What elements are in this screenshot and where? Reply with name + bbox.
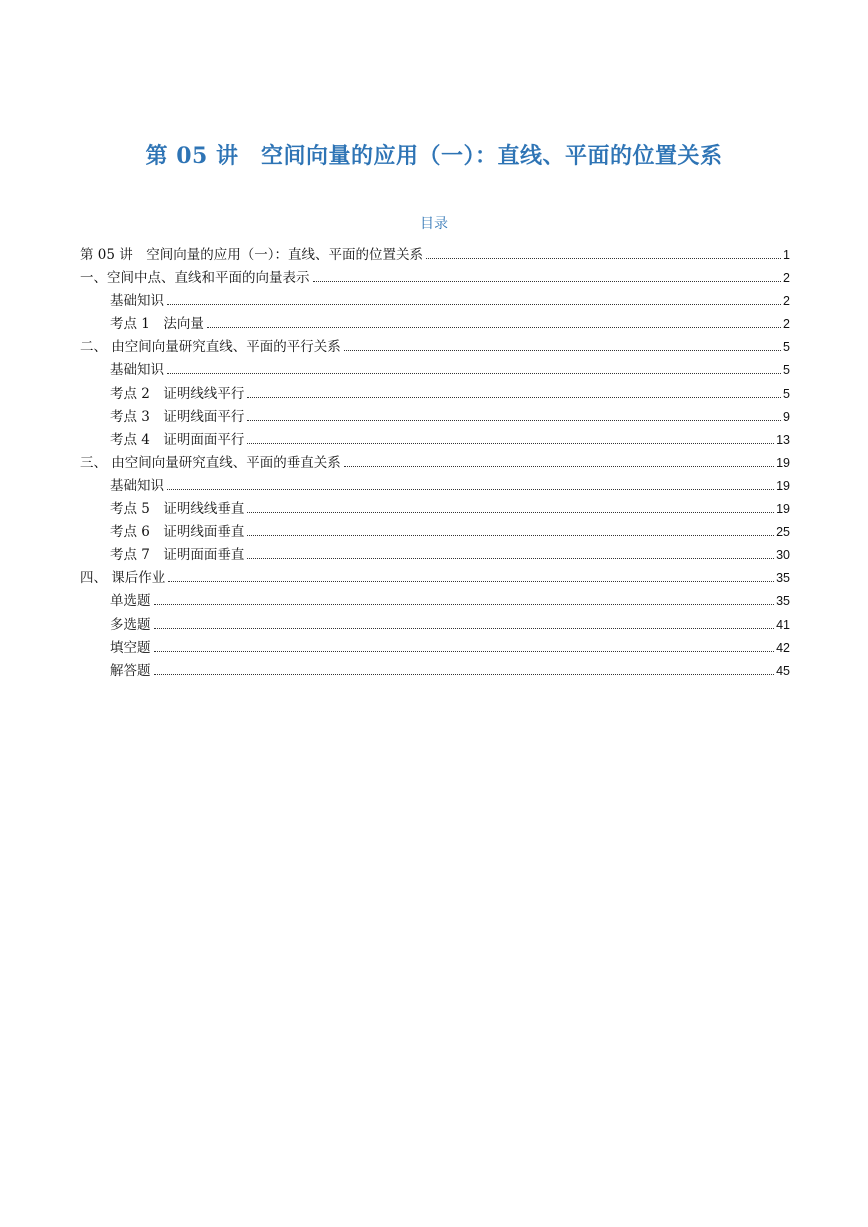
toc-dot-leader bbox=[167, 304, 781, 305]
toc-dot-leader bbox=[167, 489, 774, 490]
toc-entry-title: 四、 课后作业 bbox=[80, 570, 166, 587]
toc-page-number: 13 bbox=[776, 432, 790, 447]
toc-entry-title: 解答题 bbox=[110, 662, 151, 679]
toc-dot-leader bbox=[247, 512, 774, 513]
toc-dot-leader bbox=[426, 258, 781, 259]
toc-dot-leader bbox=[154, 674, 775, 675]
toc-dot-leader bbox=[247, 397, 781, 398]
toc-entry[interactable] bbox=[80, 406, 790, 429]
toc-page-number: 41 bbox=[776, 617, 790, 632]
toc-page-number: 30 bbox=[776, 548, 790, 563]
toc-dot-leader bbox=[154, 651, 775, 652]
table-of-contents bbox=[80, 244, 790, 683]
toc-page-number: 25 bbox=[776, 525, 790, 540]
toc-entry-title: 考点 7 证明面面垂直 bbox=[110, 547, 245, 564]
toc-entry[interactable] bbox=[80, 383, 790, 406]
toc-entry[interactable] bbox=[80, 660, 790, 683]
toc-page-number: 5 bbox=[783, 340, 790, 355]
toc-entry[interactable] bbox=[80, 544, 790, 567]
toc-dot-leader bbox=[154, 604, 775, 605]
toc-heading: 目录 bbox=[420, 216, 448, 232]
toc-dot-leader bbox=[168, 581, 774, 582]
toc-dot-leader bbox=[167, 373, 781, 374]
toc-entry[interactable] bbox=[80, 429, 790, 452]
toc-entry-title: 一、空间中点、直线和平面的向量表示 bbox=[80, 270, 310, 287]
toc-page-number: 5 bbox=[783, 363, 790, 378]
toc-dot-leader bbox=[154, 628, 775, 629]
toc-page-number: 35 bbox=[776, 571, 790, 586]
toc-entry-title: 二、 由空间向量研究直线、平面的平行关系 bbox=[80, 339, 341, 356]
toc-page-number: 19 bbox=[776, 502, 790, 517]
toc-entry-title: 基础知识 bbox=[110, 293, 164, 310]
toc-dot-leader bbox=[247, 535, 774, 536]
toc-entry[interactable] bbox=[80, 336, 790, 359]
toc-entry[interactable] bbox=[80, 290, 790, 313]
toc-page-number: 42 bbox=[776, 640, 790, 655]
toc-entry[interactable] bbox=[80, 244, 790, 267]
toc-page-number: 5 bbox=[783, 386, 790, 401]
toc-entry[interactable] bbox=[80, 521, 790, 544]
toc-entry[interactable] bbox=[80, 498, 790, 521]
toc-entry[interactable] bbox=[80, 637, 790, 660]
toc-dot-leader bbox=[247, 558, 774, 559]
toc-entry-title: 基础知识 bbox=[110, 477, 164, 494]
toc-page-number: 1 bbox=[783, 248, 790, 262]
toc-page-number: 9 bbox=[783, 409, 790, 424]
toc-entry-title: 填空题 bbox=[110, 639, 151, 656]
toc-page-number: 2 bbox=[783, 294, 790, 309]
toc-entry-title: 考点 2 证明线线平行 bbox=[110, 385, 245, 402]
toc-entry[interactable] bbox=[80, 475, 790, 498]
toc-entry-title: 多选题 bbox=[110, 616, 151, 633]
toc-dot-leader bbox=[247, 420, 781, 421]
toc-entry[interactable] bbox=[80, 590, 790, 613]
toc-entry-title: 基础知识 bbox=[110, 362, 164, 379]
toc-page-number: 2 bbox=[783, 271, 790, 286]
toc-dot-leader bbox=[313, 281, 782, 282]
toc-entry[interactable] bbox=[80, 614, 790, 637]
toc-entry-title: 考点 4 证明面面平行 bbox=[110, 431, 245, 448]
toc-page-number: 19 bbox=[776, 455, 790, 470]
toc-entry-title: 第 05 讲 空间向量的应用（一）：直线、平面的位置关系 bbox=[80, 247, 424, 263]
page-title: 第 05 讲 空间向量的应用（一）：直线、平面的位置关系 bbox=[145, 143, 723, 169]
toc-entry-title: 单选题 bbox=[110, 593, 151, 610]
toc-entry[interactable] bbox=[80, 359, 790, 382]
toc-entry[interactable] bbox=[80, 313, 790, 336]
toc-entry-title: 考点 5 证明线线垂直 bbox=[110, 501, 245, 518]
toc-entry-title: 考点 3 证明线面平行 bbox=[110, 408, 245, 425]
toc-page-number: 45 bbox=[776, 663, 790, 678]
toc-page-number: 35 bbox=[776, 594, 790, 609]
toc-dot-leader bbox=[344, 350, 781, 351]
toc-entry[interactable] bbox=[80, 267, 790, 290]
toc-dot-leader bbox=[247, 443, 774, 444]
toc-entry[interactable] bbox=[80, 452, 790, 475]
toc-dot-leader bbox=[344, 466, 774, 467]
toc-page-number: 19 bbox=[776, 478, 790, 493]
toc-entry-title: 考点 1 法向量 bbox=[110, 316, 204, 333]
toc-entry[interactable] bbox=[80, 567, 790, 590]
toc-entry-title: 三、 由空间向量研究直线、平面的垂直关系 bbox=[80, 454, 341, 471]
toc-page-number: 2 bbox=[783, 317, 790, 332]
toc-dot-leader bbox=[207, 327, 781, 328]
toc-entry-title: 考点 6 证明线面垂直 bbox=[110, 524, 245, 541]
